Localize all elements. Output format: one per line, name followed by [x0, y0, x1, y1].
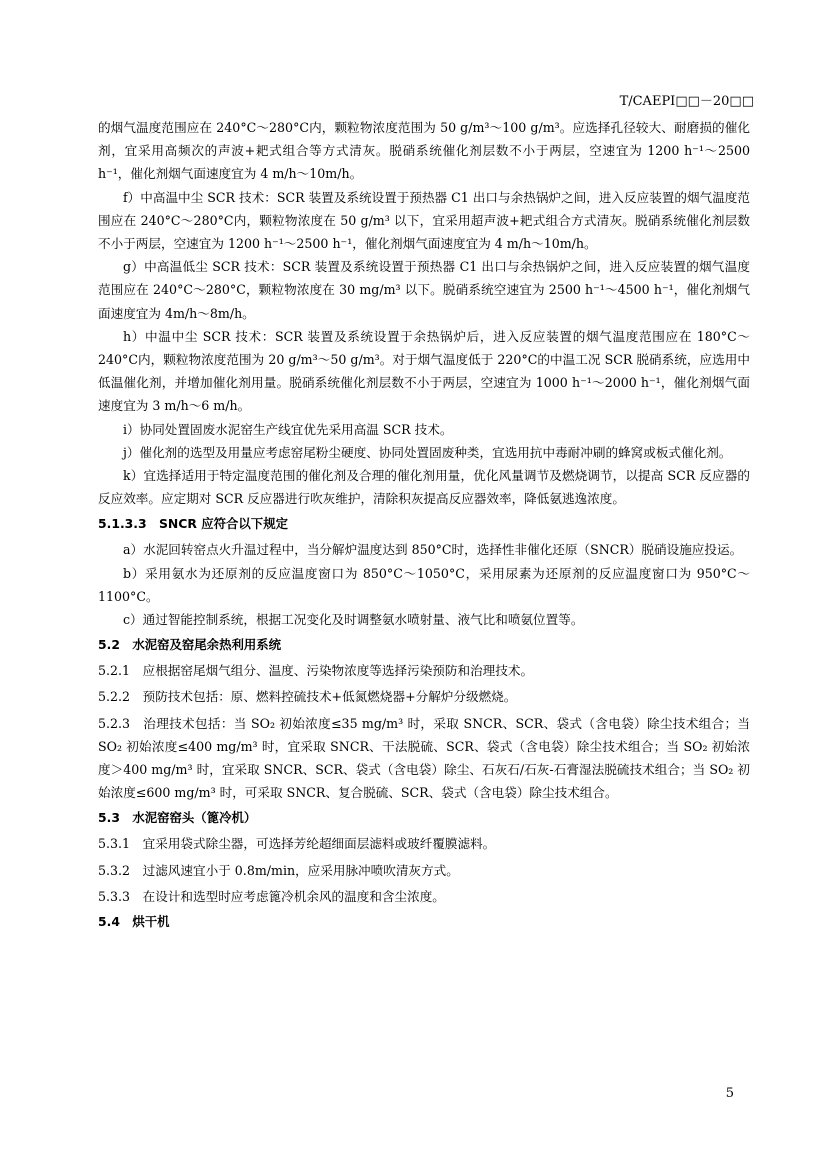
paragraph-sncr-c: c）通过智能控制系统，根据工况变化及时调整氨水喷射量、液气比和喷氨位置等。 [123, 612, 584, 628]
paragraph-item-j: j）催化剂的选型及用量应考虑窑尾粉尘硬度、协同处置固废种类，宜选用抗中毒耐冲刷的蜂窝或板式催化剂。 [123, 444, 732, 460]
clause-5-2-2: 5.2.2 预防技术包括：原、燃料控硫技术+低氮燃烧器+分解炉分级燃烧。 [98, 689, 517, 705]
page-number: 5 [725, 1086, 734, 1101]
clause-5-2-3: 5.2.3 治理技术包括：当 SO₂ 初始浓度≤35 mg/m³ 时，采取 SNCR、SCR、袋式（含电袋）除尘技术组合；当 SO₂ 初始浓度≤400 mg/m³ 时，宜采取 SNCR、干法脱硫、SCR、袋式（含电袋）除尘技术组合；当 SO₂ 初始浓度＞400 mg/m³ 时，宜采取 SNCR、SCR、袋式（含电袋）除尘、石灰石/石灰-石膏湿法脱硫技术组合；当 SO₂ 初始浓度≤600 mg/m³ 时，可采取 SNCR、复合脱硫、SCR、袋式（含电袋）除尘技术组合。 [98, 715, 750, 801]
paragraph-item-g: g）中高温低尘 SCR 技术：SCR 装置及系统设置于预热器 C1 出口与余热锅炉之间，进入反应装置的烟气温度范围应在 240°C～280°C，颗粒物浓度在 30 mg/m³ 以下。脱硝系统空速宜为 2500 h⁻¹～4500 h⁻¹，催化剂烟气面速度宜为 4m/h～8m/h。 [98, 259, 750, 321]
document-number-header: T/CAEPI□□－20□□ [619, 94, 754, 109]
paragraph-sncr-b: b）采用氨水为还原剂的反应温度窗口为 850°C～1050°C，采用尿素为还原剂的反应温度窗口为 950°C～1100°C。 [98, 565, 750, 604]
paragraph-item-f: f）中高温中尘 SCR 技术：SCR 装置及系统设置于预热器 C1 出口与余热锅炉之间，进入反应装置的烟气温度范围应在 240°C～280°C内，颗粒物浓度在 50 g/m³ 以下，宜采用超声波+耙式组合方式清灰。脱硝系统催化剂层数不小于两层，空速宜为 1200 h⁻¹～2500 h⁻¹，催化剂烟气面速度宜为 4 m/h～10m/h。 [98, 189, 750, 252]
clause-5-3-3: 5.3.3 在设计和选型时应考虑篦冷机余风的温度和含尘浓度。 [98, 888, 445, 904]
paragraph-item-i: i）协同处置固废水泥窑生产线宜优先采用高温 SCR 技术。 [123, 421, 453, 437]
clause-5-3-2: 5.3.2 过滤风速宜小于 0.8m/min，应采用脉冲喷吹清灰方式。 [98, 862, 459, 878]
heading-5-1-3-3: 5.1.3.3 SNCR 应符合以下规定 [98, 516, 288, 532]
clause-5-3-1: 5.3.1 宜采用袋式除尘器，可选择芳纶超细面层滤料或玻纤覆膜滤料。 [98, 836, 496, 852]
paragraph-item-h: h）中温中尘 SCR 技术：SCR 装置及系统设置于余热锅炉后，进入反应装置的烟气温度范围应在 180°C～240°C内，颗粒物浓度范围为 20 g/m³～50 g/m³。对于烟气温度低于 220°C的中温工况 SCR 脱硝系统，应选用中低温催化剂，并增加催化剂用量。脱硝系统催化剂层数不小于两层，空速宜为 1000 h⁻¹～2000 h⁻¹，催化剂烟气面速度宜为 3 m/h～6 m/h。 [98, 328, 750, 414]
heading-5-3: 5.3 水泥窑窑头（篦冷机） [98, 810, 257, 826]
paragraph-continued: 的烟气温度范围应在 240°C～280°C内，颗粒物浓度范围为 50 g/m³～100 g/m³。应选择孔径较大、耐磨损的催化剂，宜采用高频次的声波+耙式组合等方式清灰。脱硝系统催化剂层数不小于两层，空速宜为 1200 h⁻¹～2500 h⁻¹，催化剂烟气面速度宜为 4 m/h～10m/h。 [98, 120, 750, 182]
heading-5-4: 5.4 烘干机 [98, 914, 170, 930]
document-body [98, 116, 750, 936]
paragraph-item-k: k）宜选择适用于特定温度范围的催化剂及合理的催化剂用量，优化风量调节及燃烧调节，以提高 SCR 反应器的反应效率。应定期对 SCR 反应器进行吹灰维护，清除积灰提高反应器效率，降低氨逃逸浓度。 [98, 468, 750, 507]
clause-5-2-1: 5.2.1 应根据窑尾烟气组分、温度、污染物浓度等选择污染预防和治理技术。 [98, 663, 534, 679]
heading-5-2: 5.2 水泥窑及窑尾余热利用系统 [98, 637, 282, 653]
paragraph-sncr-a: a）水泥回转窑点火升温过程中，当分解炉温度达到 850°C时，选择性非催化还原（SNCR）脱硝设施应投运。 [123, 542, 743, 558]
